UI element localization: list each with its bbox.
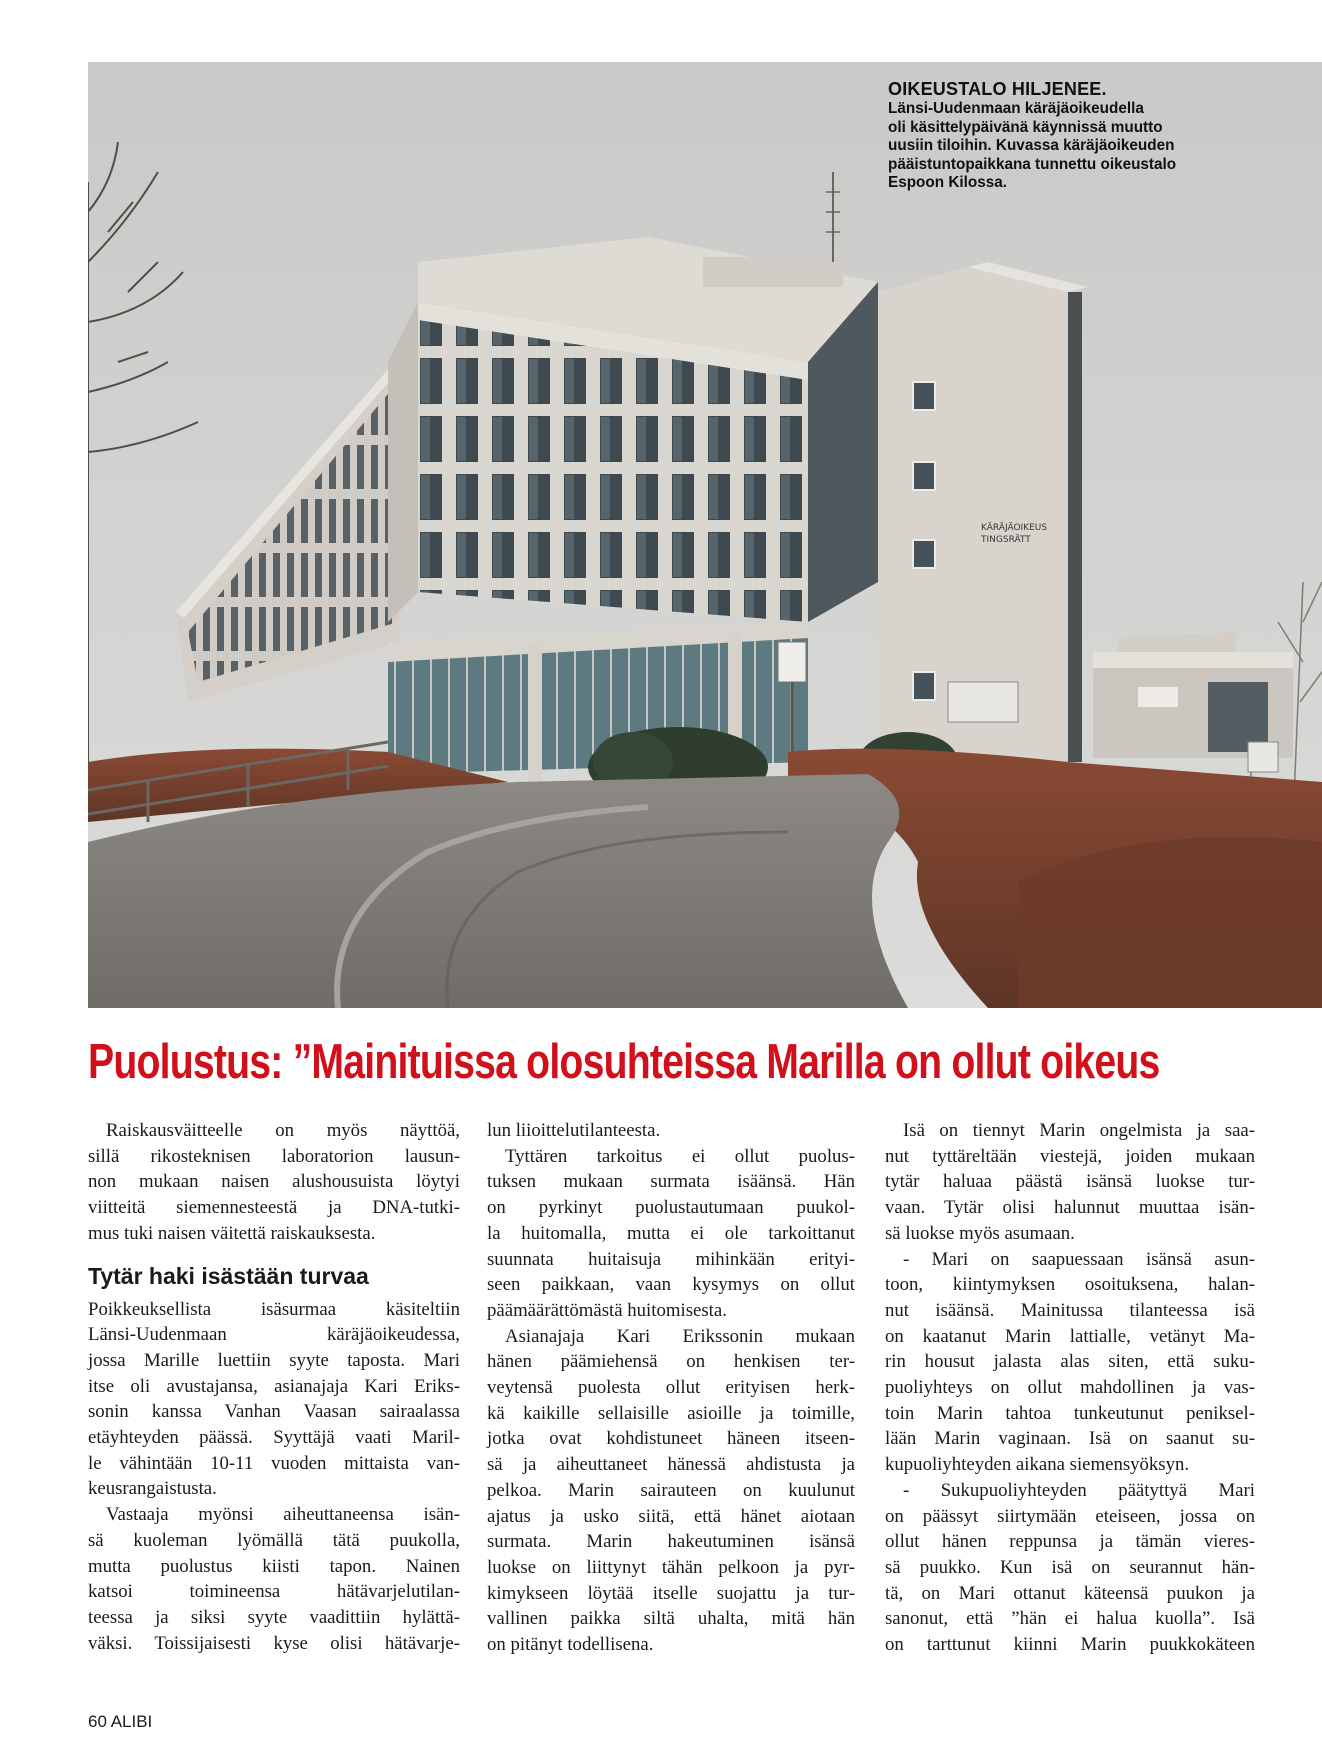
text-line: nut isäänsä. Mainitussa tilanteessa isä <box>885 1299 1255 1321</box>
text-line: - Mari on saapuessaan isänsä asun- <box>903 1248 1255 1270</box>
text-line: ollut hänen reppunsa ja tämän vieres- <box>885 1531 1255 1553</box>
text-line: väksi. Toissijaisesti kyse olisi hätävarje- <box>88 1632 460 1654</box>
text-line: viitteitä siemennesteestä ja DNA-tutki- <box>88 1197 460 1219</box>
text-line: mus tuki naisen väitettä raiskauksesta. <box>88 1222 376 1244</box>
text-line: veytensä puolesta ollut erityisen herk- <box>487 1377 855 1399</box>
text-line: seen paikkaan, vaan kysymys on ollut <box>487 1274 855 1296</box>
article-headline: Puolustus: ”Mainituissa olosuhteissa Marilla on ollut oikeus <box>88 1035 1160 1089</box>
photo-caption <box>888 78 1308 193</box>
text-line: itse oli avustajansa, asianajaja Kari Eriks- <box>88 1375 460 1397</box>
text-line: la huitomalla, mutta ei ole tarkoittanut <box>487 1222 855 1244</box>
text-line: on pitänyt todellisena. <box>487 1634 654 1656</box>
text-line: sillä rikosteknisen laboratorion lausun- <box>88 1145 460 1167</box>
text-line: le vähintään 10-11 vuoden mittaista van- <box>88 1452 460 1474</box>
paragraph <box>487 1144 855 1324</box>
text-line: lään Marin vaginaan. Isä on saanut su- <box>885 1428 1255 1450</box>
text-line: vaan. Tytär olisi halunnut muuttaa isän- <box>885 1197 1255 1219</box>
text-line: toon, kiintymyksen osoituksena, halan- <box>885 1274 1255 1296</box>
page-number-footer: 60 ALIBI <box>88 1712 153 1731</box>
paragraph <box>487 1118 855 1144</box>
text-line: tytär haluaa päästä isänsä luokse tur- <box>885 1171 1255 1193</box>
text-line: sanonut, että ”hän ei halua kuolla”. Isä <box>885 1608 1255 1630</box>
text-line: Asianajaja Kari Erikssonin mukaan <box>505 1325 855 1347</box>
text-line: luokse on liittynyt tähän pelkoon ja pyr- <box>487 1556 855 1578</box>
building-sign-line2: TINGSRÄTT <box>981 535 1031 545</box>
text-line: jotka ovat kohdistuneet häneen itseen- <box>487 1428 855 1450</box>
text-line: Isä on tiennyt Marin ongelmista ja saa- <box>903 1120 1255 1141</box>
paragraph <box>885 1247 1255 1478</box>
text-line: kupuoliyhteyden aikana siemensyöksyn. <box>885 1454 1190 1476</box>
paragraph <box>88 1502 460 1656</box>
text-line: toin Marin tahtoa tunkeutunut peniksel- <box>885 1402 1255 1424</box>
text-line: lun liioittelutilanteesta. <box>487 1120 661 1141</box>
text-line: keusrangaistusta. <box>88 1478 217 1500</box>
paragraph <box>88 1118 460 1247</box>
text-line: on tarttunut kiinni Marin puukkokäteen <box>885 1634 1255 1656</box>
text-line: suunnata huitaisuja mihinkään erityi- <box>487 1248 855 1270</box>
text-line: on kaatanut Marin lattialle, vetänyt Ma- <box>885 1325 1255 1347</box>
text-line: sä puukko. Kun isä on seurannut hän- <box>885 1556 1255 1578</box>
text-line: sä ja aiheuttaneet hänessä ahdistusta ja <box>487 1454 855 1476</box>
text-line: nut tyttäreltään viestejä, joiden mukaan <box>885 1145 1255 1167</box>
text-line: ajatus ja usko siitä, että hänet aiotaan <box>487 1505 855 1527</box>
text-line: sonin kanssa Vanhan Vaasan sairaalassa <box>88 1401 460 1423</box>
text-line: surmata. Marin hakeutuminen isänsä <box>487 1531 855 1553</box>
text-column-3 <box>885 1118 1255 1658</box>
text-line: Poikkeuksellista isäsurmaa käsiteltiin <box>88 1298 460 1320</box>
text-column-1 <box>88 1118 460 1656</box>
text-line: vallinen paikka siltä uhalta, mitä hän <box>487 1608 855 1630</box>
text-line: sä kuoleman lyömällä tätä puukolla, <box>88 1529 460 1551</box>
text-line: tuksen mukaan surmata isäänsä. Hän <box>487 1171 855 1193</box>
text-line: rin housut jalasta alas siten, että suku- <box>885 1351 1255 1373</box>
paragraph <box>88 1297 460 1503</box>
text-line: tä, on Mari ottanut käteensä puukon ja <box>885 1582 1255 1604</box>
courthouse-illustration <box>88 62 1322 1008</box>
text-line: etäyhteyden päässä. Syyttäjä vaati Maril- <box>88 1427 460 1449</box>
paragraph <box>487 1324 855 1658</box>
text-line: teessa ja siksi syyte vaadittiin hylättä- <box>88 1606 460 1628</box>
text-line: katsoi toimineensa hätävarjelutilan- <box>88 1581 460 1603</box>
text-line: mutta puolustus kiisti tapon. Nainen <box>88 1555 460 1577</box>
text-line: päämäärättömästä huitomisesta. <box>487 1299 727 1321</box>
text-line: on päässyt siirtymään eteiseen, jossa on <box>885 1505 1255 1527</box>
text-line: Vastaaja myönsi aiheuttaneensa isän- <box>106 1504 460 1526</box>
text-line: Länsi-Uudenmaan käräjäoikeudessa, <box>88 1324 460 1346</box>
caption-text: Länsi-Uudenmaan käräjäoikeudella oli käsittelypäivänä käynnissä muutto uusiin tiloihin. Kuvassa käräjäoikeuden pääistuntopaikkana tunnettu oikeustalo Espoon Kilossa. <box>888 100 1177 191</box>
courthouse-photo <box>88 62 1322 1008</box>
text-line: Raiskausväitteelle on myös näyttöä, <box>106 1120 460 1141</box>
text-line: non mukaan naisen alushousuista löytyi <box>88 1171 460 1193</box>
text-line: hänen päämiehensä on henkisen ter- <box>487 1351 855 1373</box>
text-column-2 <box>487 1118 855 1658</box>
text-line: jossa Marille luettiin syyte taposta. Mari <box>88 1349 460 1371</box>
text-line: sä luokse myös asumaan. <box>885 1222 1075 1244</box>
text-line: Tyttären tarkoitus ei ollut puolus- <box>505 1145 855 1167</box>
paragraph <box>885 1478 1255 1658</box>
text-line: pelkoa. Marin sairauteen on kuulunut <box>487 1479 855 1501</box>
text-line: - Sukupuoliyhteyden päätyttyä Mari <box>903 1479 1255 1501</box>
caption-title: OIKEUSTALO HILJENEE. <box>888 79 1107 99</box>
text-line: puoliyhteys on ollut mahdollinen ja vas- <box>885 1377 1255 1399</box>
building-sign-line1: KÄRÄJÄOIKEUS <box>981 523 1048 533</box>
text-line: kimykseen löytää itselle suojattu ja tur- <box>487 1582 855 1604</box>
paragraph <box>885 1118 1255 1247</box>
subheading: Tytär haki isästään turvaa <box>88 1262 369 1289</box>
text-line: kä kaikille sellaisille asioille ja toimille, <box>487 1402 855 1424</box>
text-line: on pyrkinyt puolustautumaan puukol- <box>487 1197 855 1219</box>
